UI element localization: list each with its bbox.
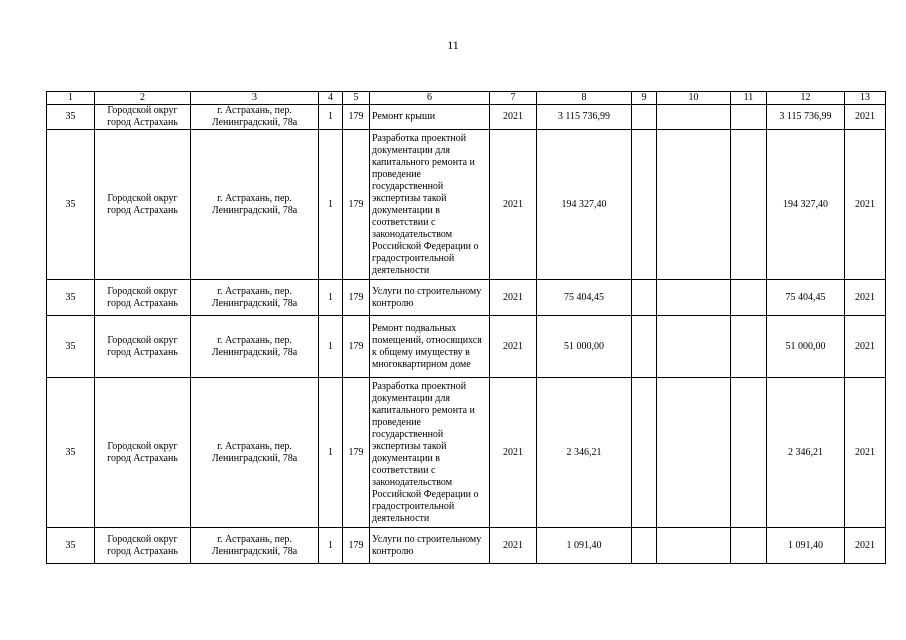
total-cell: 51 000,00 xyxy=(767,316,845,378)
municipality-cell: Городской округ город Астрахань xyxy=(95,528,191,564)
column-header: 5 xyxy=(343,92,370,105)
col11-cell xyxy=(731,280,767,316)
row-number: 35 xyxy=(47,528,95,564)
table-row xyxy=(47,316,886,378)
work-type-cell: Разработка проектной документации для капитального ремонта и проведение государственной экспертизы такой документации в соответствии с законодательством Российской Федерации о градостроительной деятельности xyxy=(370,378,490,528)
row-number: 35 xyxy=(47,280,95,316)
cost-cell: 1 091,40 xyxy=(537,528,632,564)
work-type-cell: Ремонт крыши xyxy=(370,105,490,130)
completion-year-cell: 2021 xyxy=(845,280,886,316)
column-header: 1 xyxy=(47,92,95,105)
col11-cell xyxy=(731,105,767,130)
col10-cell xyxy=(657,528,731,564)
address-cell: г. Астрахань, пер. Ленинградский, 78а xyxy=(191,528,319,564)
municipality-cell: Городской округ город Астрахань xyxy=(95,130,191,280)
col10-cell xyxy=(657,378,731,528)
col11-cell xyxy=(731,378,767,528)
total-cell: 3 115 736,99 xyxy=(767,105,845,130)
repair-plan-table xyxy=(46,91,886,564)
col9-cell xyxy=(632,280,657,316)
column-header: 8 xyxy=(537,92,632,105)
municipality-cell: Городской округ город Астрахань xyxy=(95,105,191,130)
total-cell: 75 404,45 xyxy=(767,280,845,316)
municipality-cell: Городской округ город Астрахань xyxy=(95,280,191,316)
col9-cell xyxy=(632,130,657,280)
column-header: 2 xyxy=(95,92,191,105)
col4-cell: 1 xyxy=(319,316,343,378)
work-type-cell: Услуги по строительному контролю xyxy=(370,528,490,564)
column-number-row xyxy=(47,92,886,105)
table-row xyxy=(47,528,886,564)
col5-cell: 179 xyxy=(343,105,370,130)
municipality-cell: Городской округ город Астрахань xyxy=(95,316,191,378)
column-header: 6 xyxy=(370,92,490,105)
row-number: 35 xyxy=(47,105,95,130)
total-cell: 194 327,40 xyxy=(767,130,845,280)
col9-cell xyxy=(632,378,657,528)
year-cell: 2021 xyxy=(490,316,537,378)
completion-year-cell: 2021 xyxy=(845,105,886,130)
col5-cell: 179 xyxy=(343,280,370,316)
work-type-cell: Услуги по строительному контролю xyxy=(370,280,490,316)
col10-cell xyxy=(657,280,731,316)
work-type-cell: Ремонт подвальных помещений, относящихся к общему имуществу в многоквартирном доме xyxy=(370,316,490,378)
column-header: 12 xyxy=(767,92,845,105)
year-cell: 2021 xyxy=(490,130,537,280)
year-cell: 2021 xyxy=(490,528,537,564)
total-cell: 1 091,40 xyxy=(767,528,845,564)
row-number: 35 xyxy=(47,378,95,528)
col11-cell xyxy=(731,316,767,378)
table-row xyxy=(47,105,886,130)
address-cell: г. Астрахань, пер. Ленинградский, 78а xyxy=(191,130,319,280)
cost-cell: 2 346,21 xyxy=(537,378,632,528)
col4-cell: 1 xyxy=(319,130,343,280)
cost-cell: 194 327,40 xyxy=(537,130,632,280)
column-header: 9 xyxy=(632,92,657,105)
completion-year-cell: 2021 xyxy=(845,130,886,280)
column-header: 3 xyxy=(191,92,319,105)
address-cell: г. Астрахань, пер. Ленинградский, 78а xyxy=(191,105,319,130)
col5-cell: 179 xyxy=(343,316,370,378)
column-header: 7 xyxy=(490,92,537,105)
col4-cell: 1 xyxy=(319,528,343,564)
year-cell: 2021 xyxy=(490,280,537,316)
address-cell: г. Астрахань, пер. Ленинградский, 78а xyxy=(191,378,319,528)
col4-cell: 1 xyxy=(319,280,343,316)
table-row xyxy=(47,130,886,280)
year-cell: 2021 xyxy=(490,378,537,528)
col5-cell: 179 xyxy=(343,378,370,528)
cost-cell: 75 404,45 xyxy=(537,280,632,316)
col10-cell xyxy=(657,316,731,378)
completion-year-cell: 2021 xyxy=(845,528,886,564)
col4-cell: 1 xyxy=(319,378,343,528)
column-header: 11 xyxy=(731,92,767,105)
table-row xyxy=(47,378,886,528)
col11-cell xyxy=(731,130,767,280)
page-number: 11 xyxy=(447,38,459,52)
municipality-cell: Городской округ город Астрахань xyxy=(95,378,191,528)
row-number: 35 xyxy=(47,130,95,280)
col5-cell: 179 xyxy=(343,130,370,280)
total-cell: 2 346,21 xyxy=(767,378,845,528)
col10-cell xyxy=(657,105,731,130)
address-cell: г. Астрахань, пер. Ленинградский, 78а xyxy=(191,316,319,378)
col9-cell xyxy=(632,316,657,378)
col4-cell: 1 xyxy=(319,105,343,130)
cost-cell: 51 000,00 xyxy=(537,316,632,378)
completion-year-cell: 2021 xyxy=(845,378,886,528)
address-cell: г. Астрахань, пер. Ленинградский, 78а xyxy=(191,280,319,316)
col10-cell xyxy=(657,130,731,280)
cost-cell: 3 115 736,99 xyxy=(537,105,632,130)
column-header: 13 xyxy=(845,92,886,105)
row-number: 35 xyxy=(47,316,95,378)
column-header: 4 xyxy=(319,92,343,105)
year-cell: 2021 xyxy=(490,105,537,130)
col5-cell: 179 xyxy=(343,528,370,564)
col9-cell xyxy=(632,105,657,130)
col9-cell xyxy=(632,528,657,564)
col11-cell xyxy=(731,528,767,564)
table-row xyxy=(47,280,886,316)
column-header: 10 xyxy=(657,92,731,105)
completion-year-cell: 2021 xyxy=(845,316,886,378)
work-type-cell: Разработка проектной документации для капитального ремонта и проведение государственной экспертизы такой документации в соответствии с законодательством Российской Федерации о градостроительной деятельности xyxy=(370,130,490,280)
